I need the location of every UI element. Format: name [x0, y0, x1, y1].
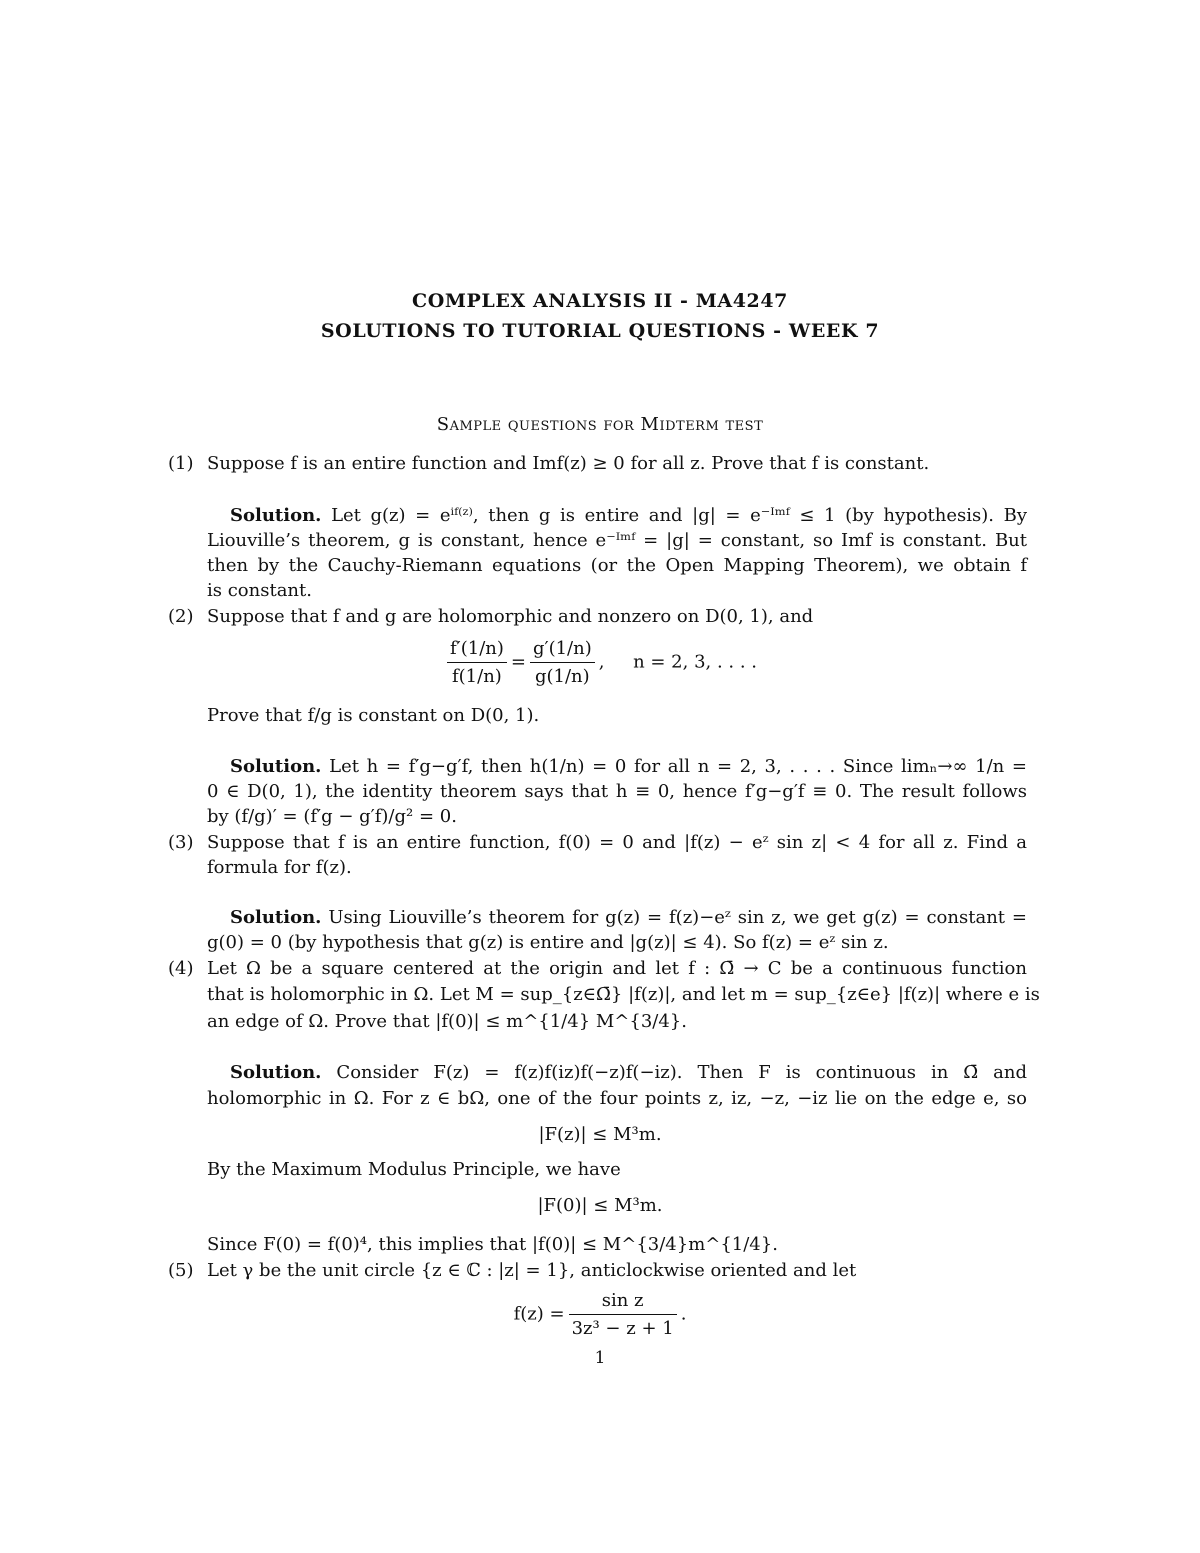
q2-solution-text-1: Let h = f′g−g′f, then h(1/n) = 0 for all n = 2, 3, . . . . Since limₙ→∞ 1/n =: [329, 756, 1027, 777]
page-number: 1: [594, 1348, 606, 1368]
q4-solution-line-2: holomorphic in Ω. For z ∈ bΩ, one of the four points z, iz, −z, −iz lie on the edge e, so: [207, 1088, 1027, 1109]
q3-solution-line-2: g(0) = 0 (by hypothesis that g(z) is entire and |g(z)| ≤ 4). So f(z) = eᶻ sin z.: [207, 932, 889, 953]
section-heading: Sample questions for Midterm test: [436, 414, 764, 435]
fraction-f: [447, 638, 507, 687]
q1-solution-line-3: then by the Cauchy-Riemann equations (or the Open Mapping Theorem), we obtain f: [207, 555, 1027, 576]
question-2-number: (2): [168, 606, 194, 627]
q1-solution-line-1: [230, 504, 1027, 528]
q2-display-equation: [0, 638, 1200, 687]
question-5-number: (5): [168, 1260, 194, 1281]
question-1-text: Suppose f is an entire function and Imf(z) ≥ 0 for all z. Prove that f is constant.: [207, 453, 930, 474]
q4-solution-text-1: Consider F(z) = f(z)f(iz)f(−z)f(−iz). Then F is continuous in Ω̄ and: [336, 1062, 1027, 1083]
denominator: f(1/n): [452, 666, 502, 687]
q2-solution-line-1: [230, 755, 1027, 779]
question-4-text-1: Let Ω be a square centered at the origin and let f : Ω̄ → C be a continuous function: [207, 958, 1027, 979]
question-3-number: (3): [168, 832, 194, 853]
title-line-2: SOLUTIONS TO TUTORIAL QUESTIONS - WEEK 7: [320, 320, 880, 342]
q1-solution-text-1: Let g(z) = eⁱᶠ⁽ᶻ⁾, then g is entire and |g| = e⁻ᴵᵐᶠ ≤ 1 (by hypothesis). By: [331, 505, 1027, 526]
question-4-number: (4): [168, 958, 194, 979]
q1-solution-line-2: Liouville’s theorem, g is constant, hence e⁻ᴵᵐᶠ = |g| = constant, so Imf is constant. But: [207, 530, 1027, 551]
equation-lhs: f(z) =: [513, 1303, 565, 1325]
equation-tail: .: [680, 1303, 687, 1325]
q4-max-modulus-line: By the Maximum Modulus Principle, we have: [207, 1159, 621, 1180]
question-3-text-1: Suppose that f is an entire function, f(0) = 0 and |f(z) − eᶻ sin z| < 4 for all z. Find a: [207, 832, 1027, 853]
denominator: 3z³ − z + 1: [571, 1318, 674, 1339]
fraction-g: [530, 638, 595, 687]
numerator: f′(1/n): [447, 638, 507, 663]
solution-label: Solution.: [230, 505, 322, 526]
numerator: sin z: [569, 1290, 677, 1315]
q2-solution-line-3: by (f/g)′ = (f′g − g′f)/g² = 0.: [207, 806, 457, 827]
question-3-text-2: formula for f(z).: [207, 857, 352, 878]
q2-prove-statement: Prove that f/g is constant on D(0, 1).: [207, 705, 540, 726]
q1-solution-line-4: is constant.: [207, 580, 312, 601]
q5-display-equation: [0, 1290, 1200, 1339]
question-2-text: Suppose that f and g are holomorphic and nonzero on D(0, 1), and: [207, 606, 814, 627]
solution-label: Solution.: [230, 1062, 322, 1083]
question-4-text-2: that is holomorphic in Ω. Let M = sup_{z∈Ω̄} |f(z)|, and let m = sup_{z∈e} |f(z)| where e is: [207, 984, 1040, 1005]
q4-conclusion-line: Since F(0) = f(0)⁴, this implies that |f(0)| ≤ M^{3/4}m^{1/4}.: [207, 1234, 778, 1255]
question-1-number: (1): [168, 453, 194, 474]
solution-label: Solution.: [230, 907, 322, 928]
numerator: g′(1/n): [530, 638, 595, 663]
equation-tail: , n = 2, 3, . . . .: [598, 651, 758, 673]
question-5-text: Let γ be the unit circle {z ∈ ℂ : |z| = 1}, anticlockwise oriented and let: [207, 1260, 857, 1281]
question-4-text-3: an edge of Ω. Prove that |f(0)| ≤ m^{1/4} M^{3/4}.: [207, 1011, 687, 1032]
q4-display-equation-1: |F(z)| ≤ M³m.: [538, 1124, 662, 1145]
q4-display-equation-2: |F(0)| ≤ M³m.: [537, 1195, 663, 1216]
denominator: g(1/n): [535, 666, 590, 687]
q2-solution-line-2: 0 ∈ D(0, 1), the identity theorem says that h ≡ 0, hence f′g−g′f ≡ 0. The result follows: [207, 781, 1027, 802]
q3-solution-line-1: [230, 906, 1027, 930]
q3-solution-text-1: Using Liouville’s theorem for g(z) = f(z)−eᶻ sin z, we get g(z) = constant =: [328, 907, 1027, 928]
solution-label: Solution.: [230, 756, 322, 777]
equals-sign: =: [510, 651, 526, 673]
q4-solution-line-1: [230, 1061, 1027, 1085]
title-line-1: COMPLEX ANALYSIS II - MA4247: [411, 290, 789, 312]
fraction-sin: [569, 1290, 677, 1339]
